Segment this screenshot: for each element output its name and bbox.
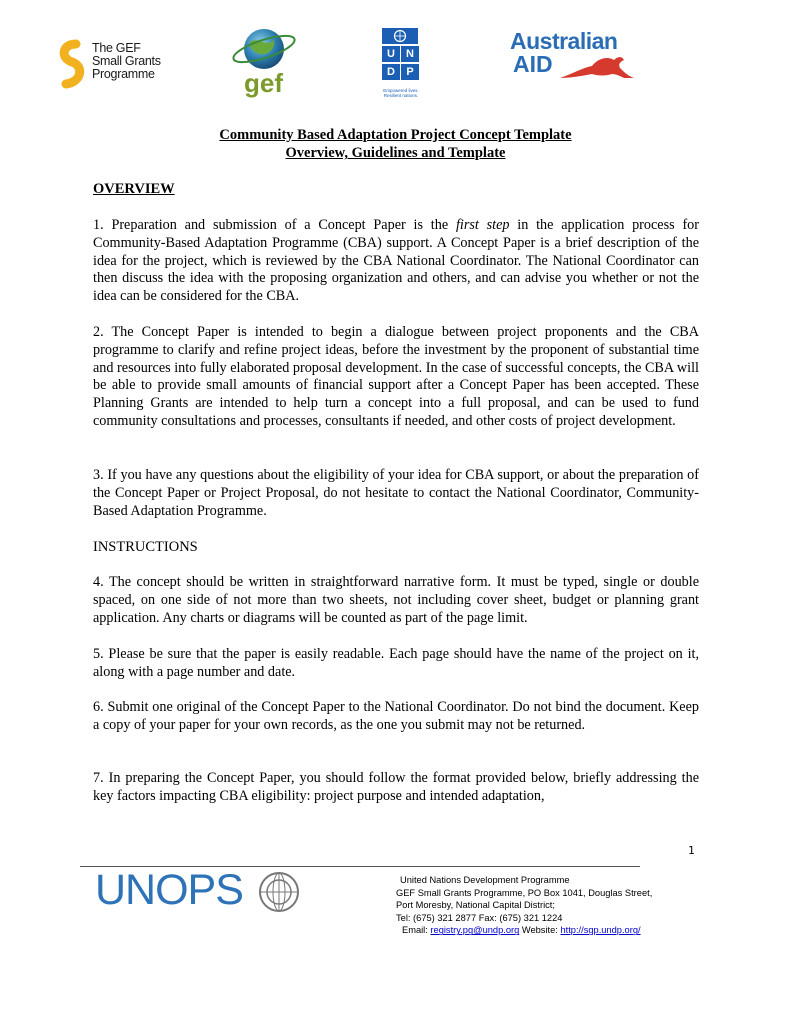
un-emblem-icon [257,870,301,914]
gef-wordmark: gef [244,68,283,98]
email-link[interactable]: registry.pg@undp.org [430,925,520,936]
website-link[interactable]: http://sgp.undp.org/ [560,925,641,936]
document-title: Community Based Adaptation Project Concept Template [219,127,572,143]
paragraph-2: 2. The Concept Paper is intended to begin a dialogue between project proponents and the CBA programme to clarify and refine project ideas, before the investment by the proponent of substantial time and resources into fully elaborated proposal development. In the case of successful concepts, the CBA will be able to provide small amounts of financial support after a Concept Paper has been accepted. These Planning Grants are intended to help turn a concept into a full proposal, and can be used to fund community consultations and processes, consultants if needed, and other costs of project development. [93,324,699,429]
first-step-emphasis: first step [455,217,510,233]
paragraph-1-end: in the application process for Community-Based Adaptation Programme (CBA) support. A Concept Paper is a brief description of the idea for the project, which is reviewed by the CBA National Coordinator. The National Coordinator can then discuss the idea with the proposing organization and others, and can advise you whether or not the idea can be considered for the CBA. [93,217,699,305]
paragraph-7: 7. In preparing the Concept Paper, you should follow the format provided below, briefly addressing the key factors impacting CBA eligibility: project purpose and intended adaptation, [93,770,699,804]
australian-aid-logo [510,30,640,90]
paragraph-3: 3. If you have any questions about the eligibility of your idea for CBA support, or about the preparation of the Concept Paper or Project Proposal, do not hesitate to contact the National Coordinator, Community-Based Adaptation Programme. [93,467,699,519]
sgp-line-1: The GEF [92,41,141,55]
undp-tagline: Empowered lives. Resilient nations. [383,88,419,98]
un-emblem-icon [382,28,418,44]
sgp-logo [54,38,164,90]
footer-line-3: Port Moresby, National Capital District; [396,900,555,911]
paragraph-5: 5. Please be sure that the paper is easily readable. Each page should have the name of the project on it, along with a page number and date. [93,646,699,680]
paragraph-6: 6. Submit one original of the Concept Paper to the National Coordinator. Do not bind the document. Keep a copy of your paper for your own records, as the one you submit may not be returned. [93,699,699,733]
globe-icon [230,26,300,72]
page-number: 1 [688,844,695,857]
undp-logo [380,28,420,100]
overview-heading: OVERVIEW [93,181,175,197]
sgp-wordmark [92,42,161,81]
sgp-mark-icon [54,38,92,90]
paragraph-4: 4. The concept should be written in straightforward narrative form. It must be typed, single or double spaced, on one side of not more than two sheets, not including cover sheet, budget or planning grant application. Any charts or diagrams will be counted as part of the page limit. [93,574,699,626]
unops-wordmark: UNOPS [95,866,243,914]
kangaroo-icon [558,52,638,82]
aus-wordmark-line1: Australian [510,28,618,54]
unops-logo [95,866,315,916]
paragraph-1 [93,217,699,306]
email-label: Email: [402,925,431,936]
undp-letter-u: U [382,46,400,62]
sgp-line-2: Small Grants [92,54,161,68]
sgp-line-3: Programme [92,67,155,81]
footer-line-4: Tel: (675) 321 2877 Fax: (675) 321 1224 [396,912,563,923]
undp-letter-p: P [401,64,419,80]
website-label: Website: [519,925,561,936]
gef-logo [230,26,300,106]
undp-letter-d: D [382,64,400,80]
document-subtitle: Overview, Guidelines and Template [285,145,506,161]
footer-contact-line [396,924,652,937]
instructions-heading: INSTRUCTIONS [93,539,198,555]
footer-line-1: United Nations Development Programme [400,875,570,885]
footer-address [396,874,652,937]
undp-letter-n: N [401,46,419,62]
aus-wordmark-line2: AID [513,51,553,77]
paragraph-1-start: 1. Preparation and submission of a Concept Paper is the [93,217,456,233]
footer-line-2: GEF Small Grants Programme, PO Box 1041, Douglas Street, [396,887,653,898]
